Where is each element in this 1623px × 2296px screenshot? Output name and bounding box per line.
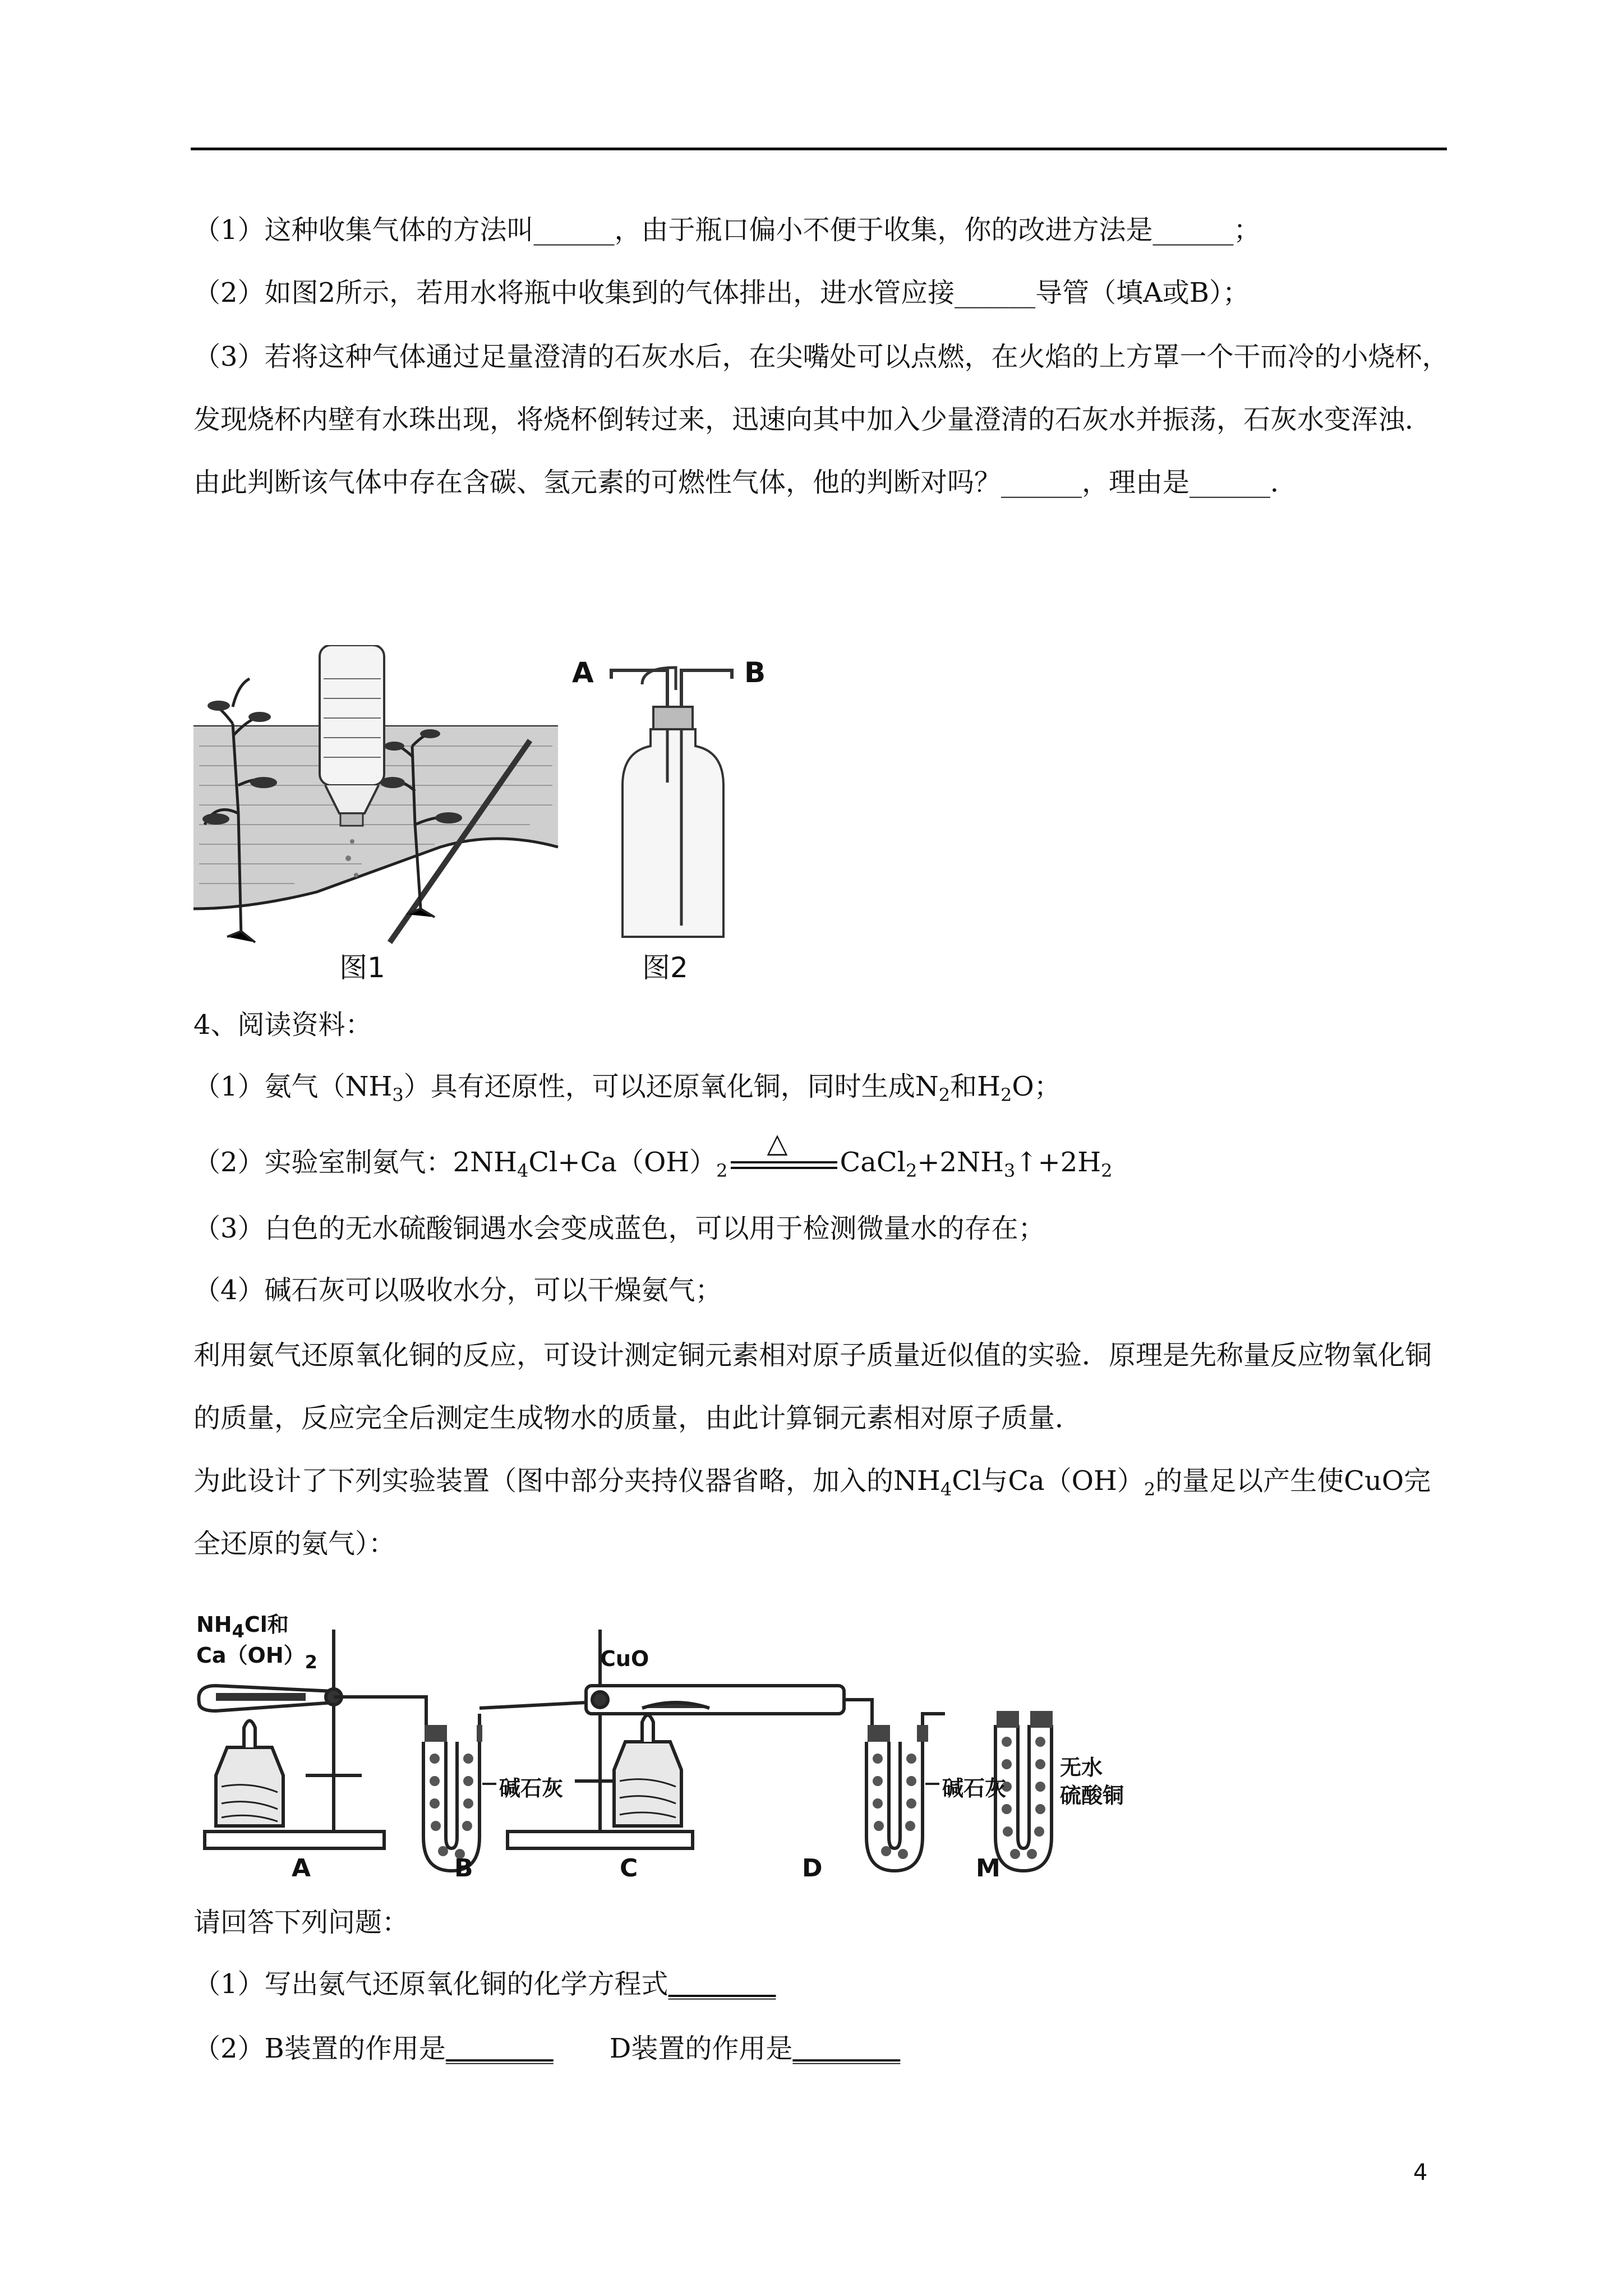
heating-triangle-icon: △ bbox=[767, 1127, 788, 1159]
unit-label-b: B bbox=[454, 1854, 473, 1883]
soda-lime-label-d: 碱石灰 bbox=[942, 1776, 1007, 1801]
question-3-3: （3）若将这种气体通过足量澄清的石灰水后，在尖嘴处可以点燃，在火焰的上方罩一个干而冷的小烧杯，发现烧杯内壁有水珠出现，将烧杯倒转过来，迅速向其中加入少量澄清的石灰水并振荡，石灰水变浑浊．由此判断该气体中存在含碳、氢元素的可燃性气体，他的判断对吗？______，理由是______． bbox=[193, 341, 1449, 498]
figure-2-drawing bbox=[569, 645, 771, 942]
figure-1 bbox=[193, 645, 564, 984]
section-4-principle: 利用氨气还原氧化铜的反应，可设计测定铜元素相对原子质量近似值的实验．原理是先称量反应物氧化铜的质量，反应完全后测定生成物水的质量，由此计算铜元素相对原子质量． bbox=[193, 1340, 1432, 1434]
section-4-item-3: （3）白色的无水硫酸铜遇水会变成蓝色，可以用于检测微量水的存在； bbox=[193, 1213, 1045, 1244]
unit-label-c: C bbox=[620, 1854, 638, 1883]
apparatus-drawing bbox=[193, 1613, 1136, 1893]
reagent-label-line2: $Ca(OH)_2$ bbox=[196, 1643, 317, 1673]
figure-2 bbox=[569, 645, 771, 984]
figure-2-caption: 图2 bbox=[642, 951, 688, 984]
section-4-design: 为此设计了下列实验装置（图中部分夹持仪器省略，加入的$NH_4Cl$与$Ca(OH)_2$的量足以产生使CuO完全还原的氨气）： bbox=[193, 1465, 1431, 1559]
unit-label-a: A bbox=[292, 1854, 311, 1883]
anhydrous-label-1: 无水 bbox=[1060, 1755, 1103, 1780]
heating-equals-sign bbox=[728, 1127, 840, 1181]
section-4-item-1: （1）氨气$(NH_3)$具有还原性，可以还原氧化铜，同时生成$N_2$和$H_2O$； bbox=[193, 1071, 1061, 1106]
cuo-label: CuO bbox=[600, 1646, 649, 1671]
question-3-1: （1）这种收集气体的方法叫______，由于瓶口偏小不便于收集，你的改进方法是______； bbox=[193, 214, 1261, 246]
section-4-item-4: （4）碱石灰可以吸收水分，可以干燥氨气； bbox=[193, 1274, 722, 1306]
section-4-title: 4、阅读资料： bbox=[193, 1009, 372, 1041]
anhydrous-label-2: 硫酸铜 bbox=[1060, 1783, 1124, 1808]
section-4-item-2: （2）实验室制氨气：$2NH_4Cl+Ca(OH)_2$ △ $CaCl_2+2NH_3↑+2H_2$ bbox=[193, 1144, 1113, 1181]
figure-2-label-a: A bbox=[572, 656, 594, 689]
header-rule bbox=[191, 148, 1447, 150]
reagent-label-line1: $NH_4Cl$和 bbox=[196, 1612, 289, 1642]
figure-2-label-b: B bbox=[744, 656, 766, 689]
question-4-1: （1）写出氨气还原氧化铜的化学方程式________ bbox=[193, 1968, 776, 2000]
unit-label-m: M bbox=[976, 1854, 1000, 1883]
soda-lime-label-b: 碱石灰 bbox=[499, 1776, 564, 1801]
page-number: 4 bbox=[1413, 2160, 1428, 2185]
answer-prompt: 请回答下列问题： bbox=[193, 1907, 409, 1938]
apparatus-figure bbox=[193, 1613, 1136, 1893]
unit-label-d: D bbox=[802, 1854, 823, 1883]
question-4-2: （2）B装置的作用是________ D装置的作用是________ bbox=[193, 2033, 901, 2064]
figure-1-caption: 图1 bbox=[339, 951, 385, 984]
question-3-2: （2）如图2所示，若用水将瓶中收集到的气体排出，进水管应接______导管（填A或B）； bbox=[193, 277, 1250, 309]
figure-1-drawing bbox=[193, 645, 564, 959]
